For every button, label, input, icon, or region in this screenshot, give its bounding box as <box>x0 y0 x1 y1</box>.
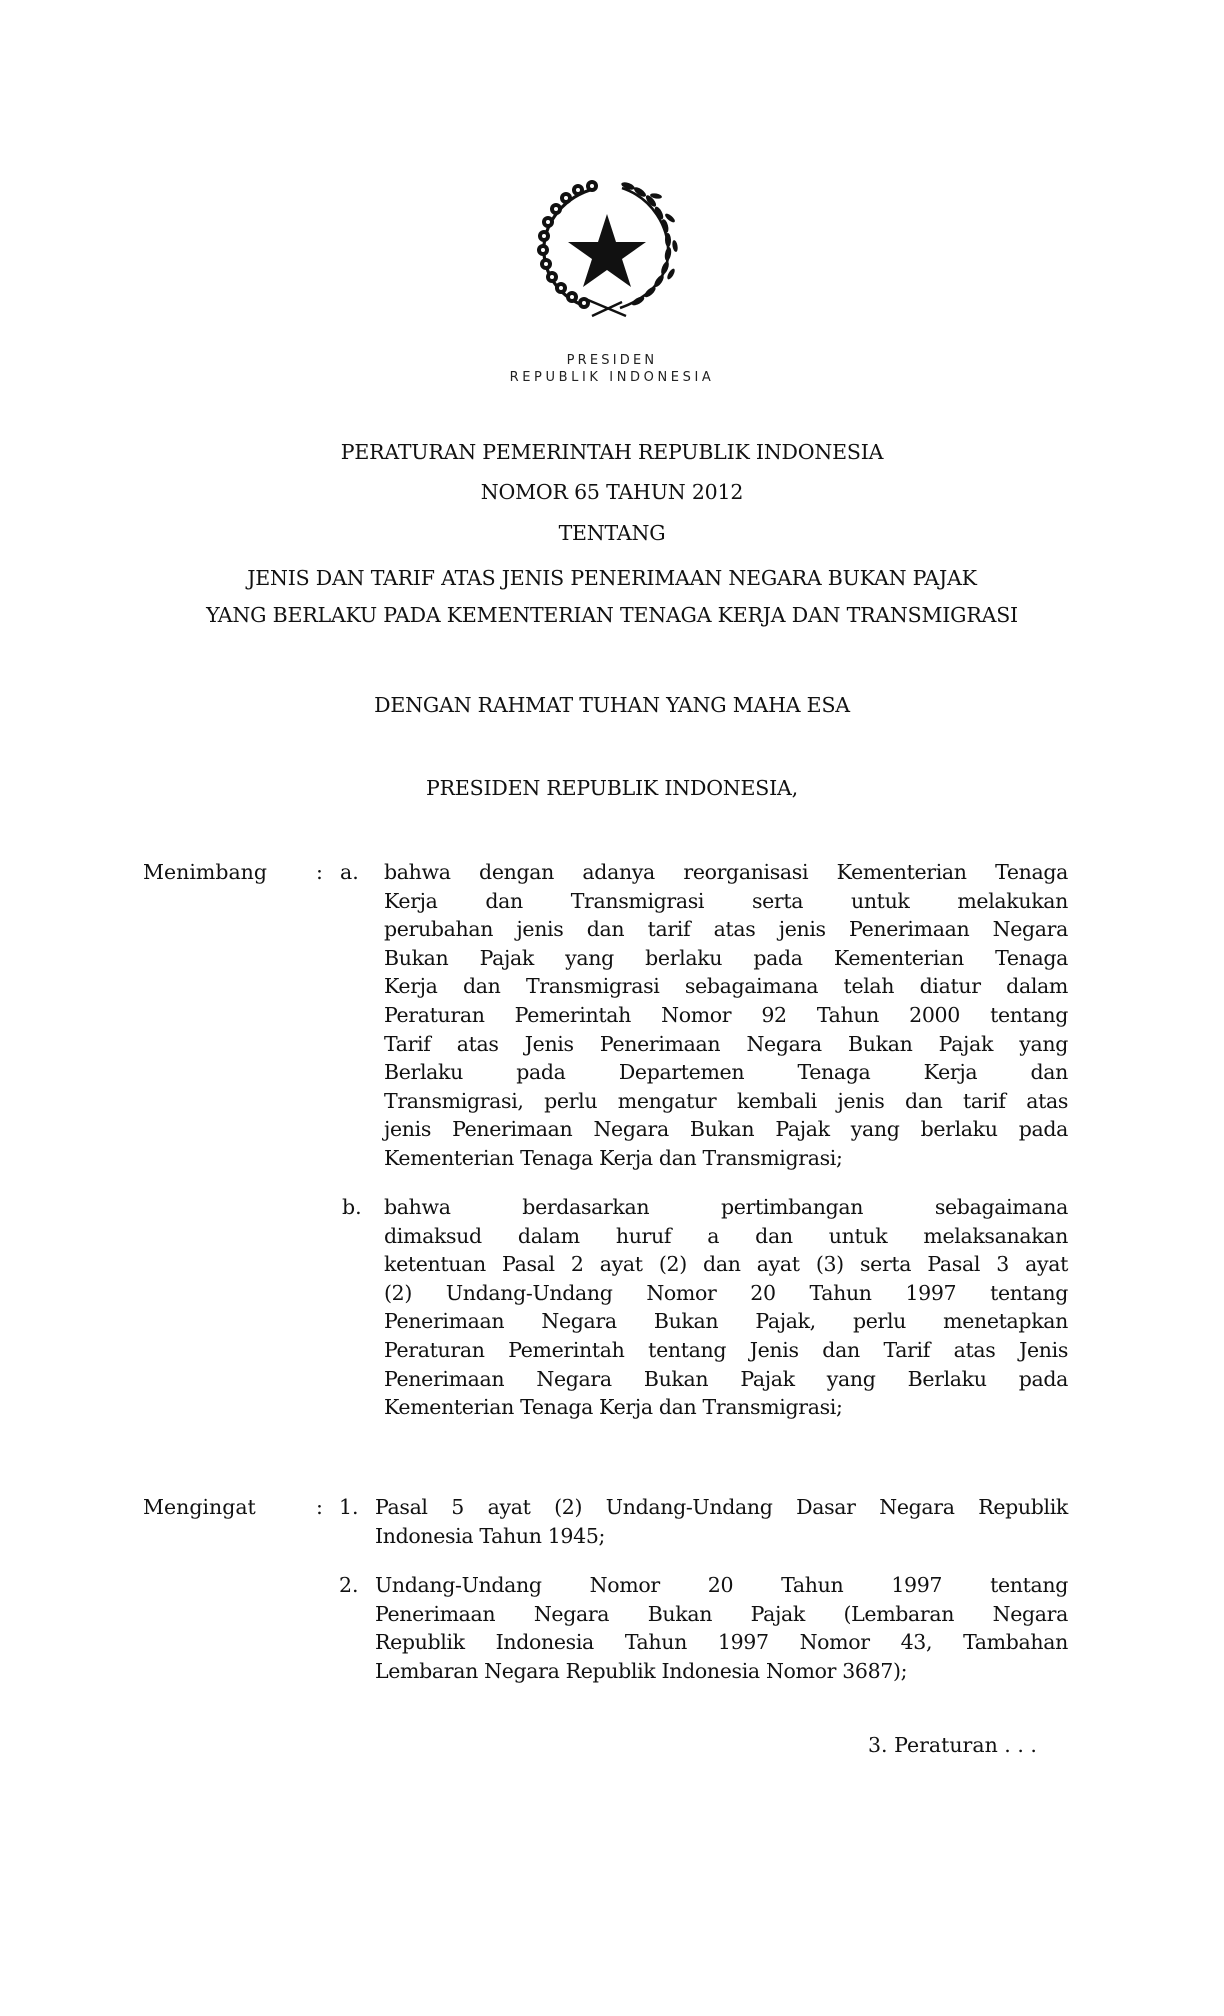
text-line: Lembaran Negara Republik Indonesia Nomor 3687); <box>375 1658 908 1683</box>
regulation-subject-line2: YANG BERLAKU PADA KEMENTERIAN TENAGA KERJA DAN TRANSMIGRASI <box>206 603 1018 627</box>
text-line: Undang-Undang Nomor 20 Tahun 1997 tentang <box>375 1573 1068 1597</box>
regulation-about-label: TENTANG <box>558 521 666 545</box>
text-line: bahwa dengan adanya reorganisasi Kementerian Tenaga <box>384 860 1068 884</box>
text-line: Penerimaan Negara Bukan Pajak yang Berlaku pada <box>384 1366 1068 1391</box>
menimbang-item-a-marker: a. <box>340 860 359 884</box>
invocation-text: DENGAN RAHMAT TUHAN YANG MAHA ESA <box>374 693 850 717</box>
text-line: dimaksud dalam huruf a dan untuk melaksanakan <box>384 1223 1068 1248</box>
regulation-number: NOMOR 65 TAHUN 2012 <box>480 480 744 504</box>
regulation-type-title: PERATURAN PEMERINTAH REPUBLIK INDONESIA <box>340 440 884 464</box>
text-line: ketentuan Pasal 2 ayat (2) dan ayat (3) serta Pasal 3 ayat <box>384 1252 1068 1277</box>
mengingat-item-2-text <box>375 1571 1068 1685</box>
mengingat-label: Mengingat <box>143 1495 256 1519</box>
mengingat-item-2-marker: 2. <box>339 1573 359 1597</box>
star-icon <box>568 214 646 287</box>
mengingat-item-1-text <box>375 1493 1068 1550</box>
menimbang-item-b-text <box>384 1193 1068 1422</box>
text-line: Tarif atas Jenis Penerimaan Negara Bukan Pajak yang <box>384 1031 1068 1056</box>
text-line: (2) Undang-Undang Nomor 20 Tahun 1997 tentang <box>384 1280 1068 1305</box>
presidential-emblem-icon <box>530 172 680 318</box>
page-continuation-text: 3. Peraturan . . . <box>868 1733 1037 1757</box>
menimbang-item-b-marker: b. <box>342 1195 362 1219</box>
text-line: Pasal 5 ayat (2) Undang-Undang Dasar Negara Republik <box>375 1495 1068 1519</box>
text-line: Peraturan Pemerintah tentang Jenis dan Tarif atas Jenis <box>384 1337 1068 1362</box>
mengingat-item-1-marker: 1. <box>339 1495 359 1519</box>
text-line: Kementerian Tenaga Kerja dan Transmigrasi; <box>384 1145 843 1170</box>
text-line: Kementerian Tenaga Kerja dan Transmigrasi; <box>384 1395 843 1420</box>
menimbang-label: Menimbang <box>143 860 267 884</box>
regulation-subject-line1: JENIS DAN TARIF ATAS JENIS PENERIMAAN NEGARA BUKAN PAJAK <box>247 566 977 590</box>
text-line: jenis Penerimaan Negara Bukan Pajak yang berlaku pada <box>384 1117 1068 1142</box>
text-line: Kerja dan Transmigrasi sebagaimana telah diatur dalam <box>384 974 1068 999</box>
text-line: Peraturan Pemerintah Nomor 92 Tahun 2000 tentang <box>384 1002 1068 1027</box>
mengingat-colon: : <box>316 1495 323 1519</box>
text-line: Indonesia Tahun 1945; <box>375 1523 606 1548</box>
authority-text: PRESIDEN REPUBLIK INDONESIA, <box>426 776 798 800</box>
text-line: Berlaku pada Departemen Tenaga Kerja dan <box>384 1060 1068 1085</box>
text-line: Republik Indonesia Tahun 1997 Nomor 43, Tambahan <box>375 1630 1068 1655</box>
seal-republik-indonesia-text: REPUBLIK INDONESIA <box>509 370 715 385</box>
text-line: bahwa berdasarkan pertimbangan sebagaimana <box>384 1195 1068 1219</box>
text-line: Transmigrasi, perlu mengatur kembali jenis dan tarif atas <box>384 1088 1068 1113</box>
menimbang-colon: : <box>316 860 323 884</box>
text-line: Bukan Pajak yang berlaku pada Kementerian Tenaga <box>384 945 1068 970</box>
text-line: Penerimaan Negara Bukan Pajak (Lembaran Negara <box>375 1601 1068 1626</box>
text-line: Penerimaan Negara Bukan Pajak, perlu menetapkan <box>384 1309 1068 1334</box>
text-line: Kerja dan Transmigrasi serta untuk melakukan <box>384 888 1068 913</box>
menimbang-item-a-text <box>384 858 1068 1173</box>
seal-presiden-text: PRESIDEN <box>566 353 658 368</box>
text-line: perubahan jenis dan tarif atas jenis Penerimaan Negara <box>384 917 1068 942</box>
